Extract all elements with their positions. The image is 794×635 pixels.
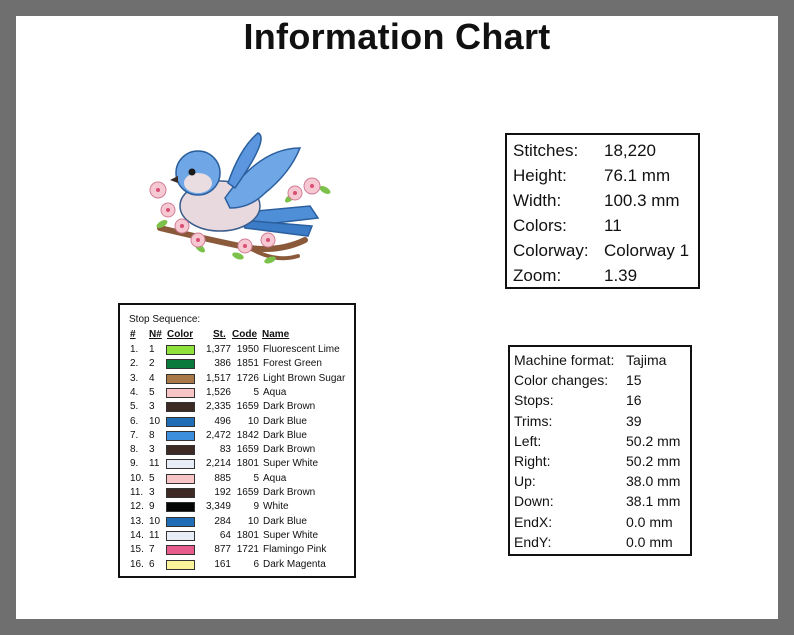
machine-value: 50.2 mm [626, 452, 681, 469]
needle-number: 7 [149, 544, 155, 556]
stitch-count: 1,526 [205, 386, 231, 398]
stop-sequence-table [118, 303, 356, 578]
machine-row [514, 471, 690, 491]
machine-row [514, 411, 690, 431]
stitch-count: 64 [219, 529, 231, 541]
col-header-n: N# [149, 329, 162, 340]
needle-number: 3 [149, 444, 155, 456]
needle-number: 11 [149, 458, 160, 470]
thread-name: White [263, 501, 289, 513]
stitch-count: 192 [214, 487, 231, 498]
machine-row [514, 431, 690, 451]
machine-row [514, 532, 690, 552]
stat-label: Colors: [513, 216, 567, 235]
stitch-count: 83 [219, 444, 231, 456]
thread-name: Dark Magenta [263, 558, 326, 570]
thread-code: 5 [253, 386, 259, 398]
stat-value: Colorway 1 [604, 241, 690, 260]
thread-code: 6 [253, 558, 259, 570]
color-swatch [166, 560, 195, 570]
stitch-count: 386 [214, 358, 231, 370]
stop-row [120, 400, 356, 414]
stitch-count: 1,517 [205, 372, 231, 384]
color-swatch [166, 431, 195, 441]
design-stats-box [505, 133, 700, 289]
stat-label: Width: [513, 191, 562, 210]
thread-name: Dark Brown [263, 487, 316, 498]
stop-index: 6. [130, 415, 139, 427]
stop-index: 4. [130, 386, 139, 398]
stop-row [120, 443, 356, 457]
stop-index: 2. [130, 358, 139, 370]
thread-name: Fluorescent Lime [263, 344, 340, 355]
stop-index: 9. [130, 458, 139, 470]
thread-name: Dark Blue [263, 415, 307, 427]
thread-code: 1801 [236, 458, 259, 470]
machine-row [514, 512, 690, 532]
stop-row [120, 500, 356, 514]
stop-row [120, 486, 356, 500]
stop-row [120, 386, 356, 400]
color-swatch [166, 445, 195, 455]
machine-row [514, 451, 690, 471]
machine-value: 38.0 mm [626, 473, 681, 490]
thread-code: 1801 [236, 529, 259, 541]
machine-value: 0.0 mm [626, 513, 673, 530]
machine-value: 39 [626, 412, 642, 429]
stitch-count: 885 [214, 472, 231, 484]
col-header-code: Code [232, 329, 257, 340]
stitch-count: 877 [214, 544, 231, 556]
machine-value: 15 [626, 372, 642, 389]
stop-index: 15. [130, 544, 144, 556]
thread-code: 9 [253, 501, 259, 513]
machine-value: 38.1 mm [626, 493, 681, 510]
thread-name: Super White [263, 458, 319, 470]
needle-number: 5 [149, 472, 155, 484]
stitch-count: 2,214 [205, 458, 231, 470]
stat-label: Colorway: [513, 241, 589, 260]
stop-row [120, 343, 356, 357]
thread-code: 1950 [236, 344, 259, 355]
stop-index: 7. [130, 429, 139, 441]
machine-row [514, 350, 690, 370]
bluebird-embroidery-preview [140, 128, 340, 278]
color-swatch [166, 345, 195, 355]
thread-code: 5 [253, 472, 259, 484]
stop-index: 5. [130, 401, 139, 413]
stat-value: 76.1 mm [604, 166, 671, 185]
stat-row [513, 213, 698, 238]
needle-number: 3 [149, 401, 155, 413]
thread-name: Aqua [263, 386, 287, 398]
needle-number: 11 [149, 529, 160, 541]
stat-row [513, 263, 698, 288]
stop-index: 11. [130, 487, 144, 498]
stop-row [120, 529, 356, 543]
color-swatch [166, 517, 195, 527]
machine-label: Stops: [514, 392, 554, 409]
needle-number: 3 [149, 487, 155, 498]
thread-name: Forest Green [263, 358, 322, 370]
needle-number: 9 [149, 501, 155, 513]
color-swatch [166, 459, 195, 469]
thread-name: Dark Blue [263, 515, 307, 527]
col-header-num: # [130, 329, 136, 340]
stop-index: 1. [130, 344, 139, 355]
stat-label: Height: [513, 166, 567, 185]
stop-row [120, 372, 356, 386]
col-header-color: Color [167, 329, 194, 340]
thread-code: 10 [247, 515, 259, 527]
needle-number: 10 [149, 415, 161, 427]
needle-number: 8 [149, 429, 155, 441]
stop-row [120, 543, 356, 557]
stop-index: 10. [130, 472, 144, 484]
color-swatch [166, 417, 195, 427]
stitch-count: 2,335 [205, 401, 231, 413]
needle-number: 5 [149, 386, 155, 398]
thread-code: 1721 [236, 544, 259, 556]
stop-row [120, 429, 356, 443]
thread-name: Super White [263, 529, 319, 541]
stitch-count: 161 [214, 558, 231, 570]
stop-index: 13. [130, 515, 144, 527]
color-swatch [166, 545, 195, 555]
thread-name: Dark Brown [263, 401, 316, 413]
machine-label: Up: [514, 473, 536, 490]
stat-label: Zoom: [513, 266, 562, 285]
thread-code: 1659 [236, 444, 259, 456]
col-header-name: Name [262, 329, 290, 340]
machine-label: EndX: [514, 513, 553, 530]
stitch-count: 1,377 [205, 344, 231, 355]
stop-row [120, 558, 356, 572]
stat-row [513, 238, 698, 263]
thread-name: Dark Blue [263, 429, 307, 441]
stop-sequence-heading: Stop Sequence: [129, 314, 201, 325]
color-swatch [166, 488, 195, 498]
machine-value: 50.2 mm [626, 432, 681, 449]
machine-row [514, 491, 690, 511]
color-swatch [166, 502, 195, 512]
stop-row [120, 515, 356, 529]
machine-value: 16 [626, 392, 642, 409]
thread-name: Flamingo Pink [263, 544, 327, 556]
machine-value: Tajima [626, 352, 667, 368]
color-swatch [166, 531, 195, 541]
machine-label: Right: [514, 452, 551, 469]
thread-code: 10 [247, 415, 259, 427]
stop-row [120, 472, 356, 486]
machine-value: 0.0 mm [626, 533, 673, 550]
machine-row [514, 390, 690, 410]
stop-index: 14. [130, 529, 144, 541]
needle-number: 2 [149, 358, 155, 370]
thread-name: Dark Brown [263, 444, 316, 456]
machine-row [514, 370, 690, 390]
color-swatch [166, 374, 195, 384]
stitch-count: 2,472 [205, 429, 231, 441]
thread-name: Light Brown Sugar [263, 372, 346, 384]
thread-code: 1851 [236, 358, 259, 370]
stitch-count: 284 [214, 515, 231, 527]
machine-info-box [508, 345, 692, 556]
needle-number: 1 [149, 344, 155, 355]
stat-value: 100.3 mm [604, 191, 680, 210]
stat-value: 18,220 [604, 141, 656, 160]
machine-label: Machine format: [514, 352, 615, 368]
machine-label: Trims: [514, 412, 553, 429]
machine-label: Left: [514, 432, 542, 449]
color-swatch [166, 474, 195, 484]
stop-index: 8. [130, 444, 139, 456]
needle-number: 6 [149, 558, 155, 570]
color-swatch [166, 388, 195, 398]
stat-row [513, 163, 698, 188]
machine-label: Color changes: [514, 372, 609, 389]
page-title: Information Chart [243, 16, 551, 57]
stop-row [120, 415, 356, 429]
stop-row [120, 357, 356, 371]
stat-row [513, 138, 698, 163]
thread-code: 1659 [236, 487, 259, 498]
stat-value: 11 [604, 216, 622, 235]
stitch-count: 496 [214, 415, 231, 427]
stitch-count: 3,349 [205, 501, 231, 513]
stop-index: 16. [130, 558, 144, 570]
stat-label: Stitches: [513, 141, 579, 160]
stop-index: 3. [130, 372, 139, 384]
thread-code: 1659 [236, 401, 259, 413]
color-swatch [166, 359, 195, 369]
needle-number: 4 [149, 372, 155, 384]
stop-index: 12. [130, 501, 144, 513]
stat-value: 1.39 [604, 266, 638, 285]
thread-code: 1842 [236, 429, 259, 441]
stop-row [120, 457, 356, 471]
stat-row [513, 188, 698, 213]
needle-number: 10 [149, 515, 161, 527]
machine-label: EndY: [514, 533, 552, 550]
machine-label: Down: [514, 493, 554, 510]
thread-code: 1726 [236, 372, 259, 384]
color-swatch [166, 402, 195, 412]
col-header-st: St. [213, 329, 226, 340]
thread-name: Aqua [263, 472, 287, 484]
